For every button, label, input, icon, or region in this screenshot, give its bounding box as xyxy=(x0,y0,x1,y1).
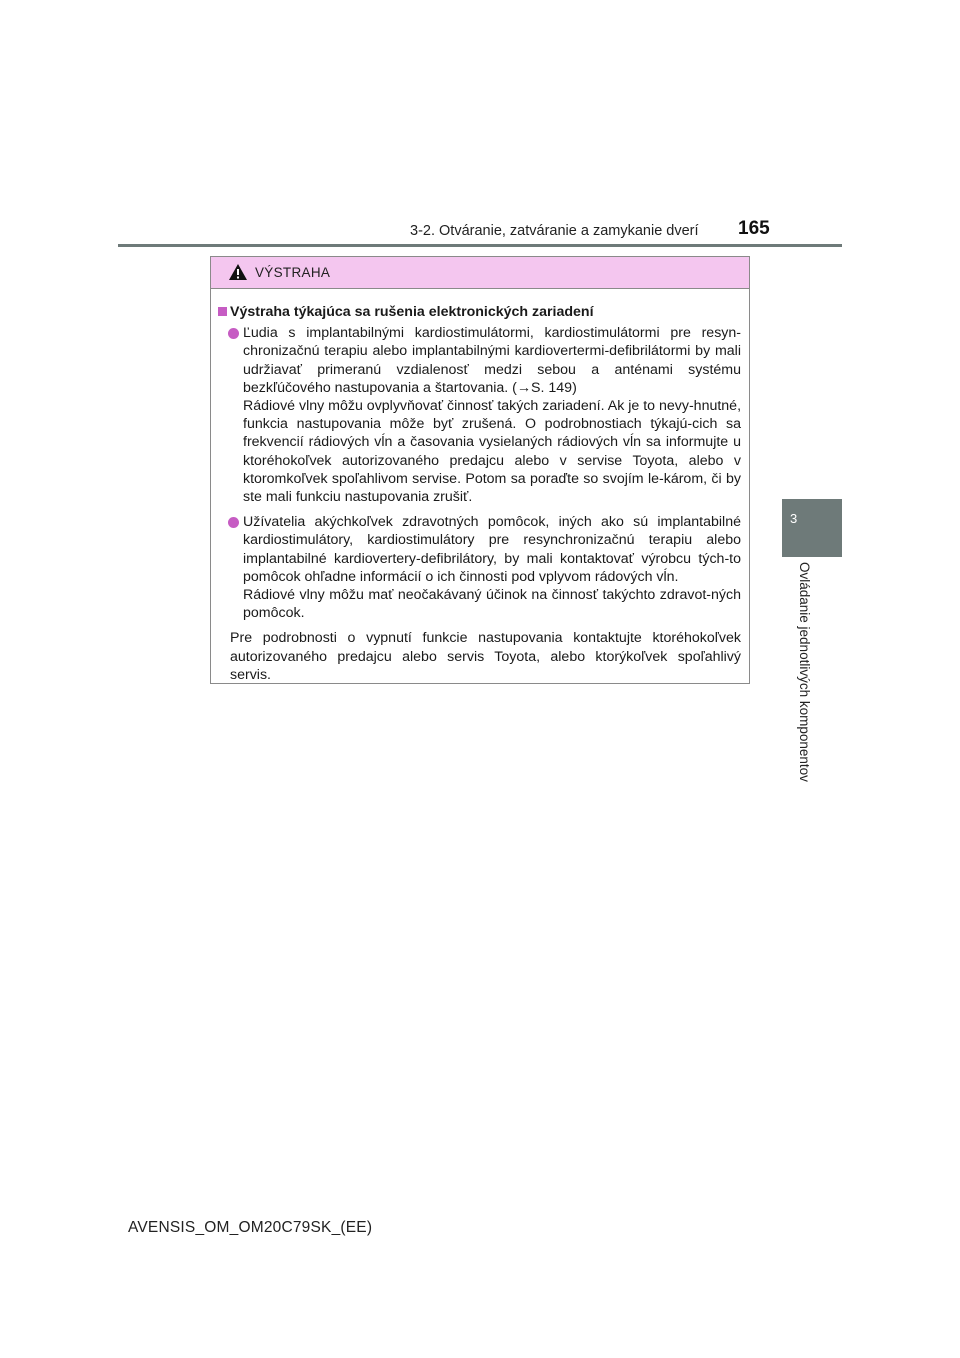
chapter-title: Ovládanie jednotlivých komponentov xyxy=(797,562,812,782)
list-item xyxy=(218,324,741,506)
warning-box xyxy=(210,256,750,684)
warning-triangle-icon xyxy=(228,263,248,281)
chapter-number: 3 xyxy=(790,511,798,526)
warning-header xyxy=(211,257,749,289)
closing-note: Pre podrobnosti o vypnutí funkcie nastupovania kontaktujte ktoréhokoľvek autorizovaného predajcu alebo servis Toyota, alebo ktorýkoľvek spoľahlivý servis. xyxy=(230,630,741,683)
dot-bullet-icon xyxy=(228,517,239,528)
section-title: 3-2. Otváranie, zatváranie a zamykanie dverí xyxy=(410,223,699,239)
list-item xyxy=(218,513,741,622)
square-bullet-icon xyxy=(218,307,227,316)
dot-bullet-icon xyxy=(228,328,239,339)
document-code: AVENSIS_OM_OM20C79SK_(EE) xyxy=(128,1219,373,1236)
warning-label: VÝSTRAHA xyxy=(255,265,331,280)
list-item-text: Ľudia s implantabilnými kardiostimulátormi, kardiostimulátormi pre resyn-chronizačnú terapiu alebo implantabilnými kardiovertermi-defibrilátormi by mali udržiavať primeranú vzdialenosť medzi sebou a anténami systému bezkľúčového nastupovania a štartovania. (→S. 149) xyxy=(243,325,741,396)
list-item-text: Rádiové vlny môžu ovplyvňovať činnosť takých zariadení. Ak je to nevy-hnutné, funkcia nastupovania môže byť zrušená. O podrobnostiach týkajú-cich sa frekvencií rádiových vĺn a časovania vysielaných rádiových vĺn sa informujte u ktoréhokoľvek autorizovaného predajcu alebo v servise Toyota, alebo v ktoromkoľvek spoľahlivom servise. Potom sa poraďte so svojím le-károm, či by ste mali funkciu nastupovania zrušiť. xyxy=(243,398,742,506)
warning-body xyxy=(211,289,749,684)
page-number: 165 xyxy=(738,218,770,239)
list-item-text: Užívatelia akýchkoľvek zdravotných pomôcok, iných ako sú implantabilné kardiostimulátory, kardiostimulátory pre resynchronizačnú terapiu alebo implantabilné kardiovertery-defibrilátory, by mali kontaktovať výrobcu tých-to pomôcok ohľadne informácií o ich činnosti pod vplyvom rádových vĺn. xyxy=(243,514,741,585)
header-rule xyxy=(118,244,842,247)
list-item-text: Rádiové vlny môžu mať neočakávaný účinok na činnosť takýchto zdravot-ných pomôcok. xyxy=(243,587,741,622)
section-heading-text: Výstraha týkajúca sa rušenia elektronických zariadení xyxy=(230,304,594,320)
section-heading xyxy=(218,303,741,321)
chapter-tab xyxy=(782,499,842,557)
